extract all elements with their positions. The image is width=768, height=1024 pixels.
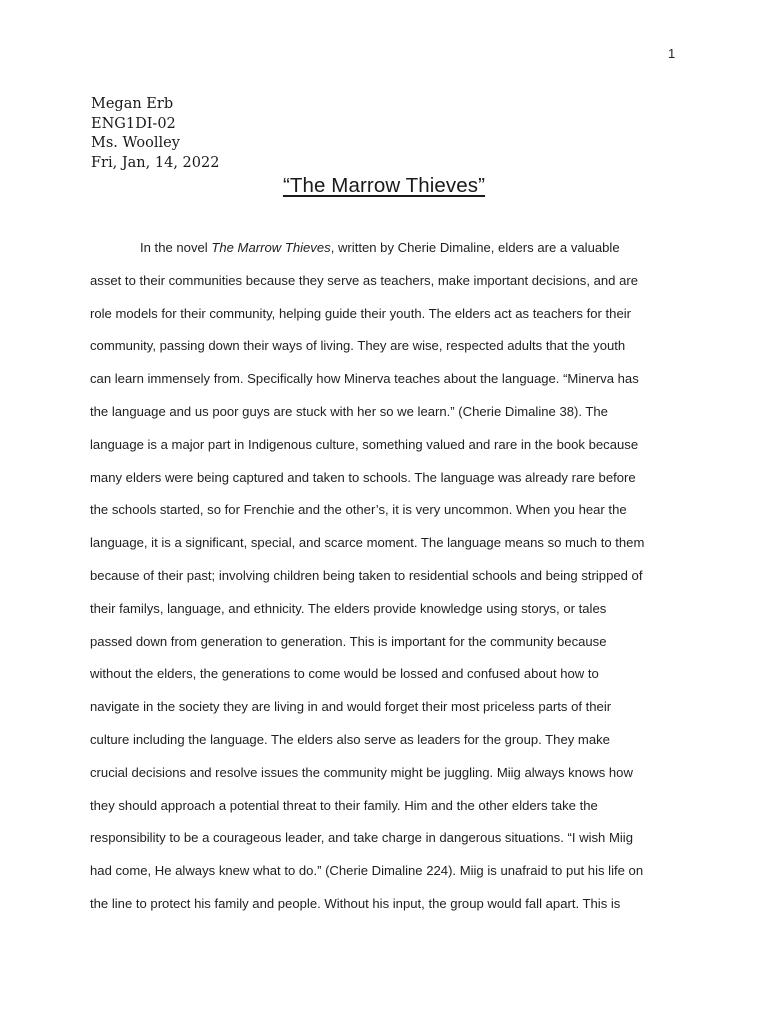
essay-line: many elders were being captured and taken to schools. The language was already rare before [90, 469, 636, 485]
essay-text: In the novel [140, 240, 212, 255]
essay-line: crucial decisions and resolve issues the community might be juggling. Miig always knows how [90, 764, 633, 780]
essay-line: because of their past; involving children being taken to residential schools and being stripped of [90, 567, 643, 583]
essay-line: responsibility to be a courageous leader, and take charge in dangerous situations. “I wish Miig [90, 830, 633, 846]
essay-line: language, it is a significant, special, and scarce moment. The language means so much to them [90, 535, 645, 551]
essay-line: they should approach a potential threat to their family. Him and the other elders take the [90, 797, 598, 813]
header-block [91, 95, 219, 173]
essay-text: , written by Cherie Dimaline, elders are a valuable [330, 240, 620, 255]
essay-line: had come, He always knew what to do.” (Cherie Dimaline 224). Miig is unafraid to put his life on [90, 863, 644, 879]
page-number: 1 [668, 46, 676, 61]
essay-line: their familys, language, and ethnicity. The elders provide knowledge using storys, or tales [90, 600, 607, 616]
essay-title: “The Marrow Thieves” [282, 174, 486, 197]
essay-line: passed down from generation to generation. This is important for the community because [90, 633, 607, 649]
essay-line: the line to protect his family and people. Without his input, the group would fall apart. This is [90, 895, 621, 911]
essay-line: the language and us poor guys are stuck with her so we learn.” (Cherie Dimaline 38). The [90, 403, 608, 419]
essay-title-container [0, 174, 768, 198]
course-code: ENG1DI-02 [91, 115, 176, 132]
essay-body [90, 236, 690, 925]
author-name: Megan Erb [91, 96, 174, 112]
essay-line [90, 236, 690, 269]
essay-line: language is a major part in Indigenous culture, something valued and rare in the book because [90, 436, 639, 452]
essay-line: community, passing down their ways of living. They are wise, respected adults that the youth [90, 338, 626, 354]
essay-line: role models for their community, helping guide their youth. The elders act as teachers for their [90, 305, 631, 321]
book-title-italic: The Marrow Thieves [211, 240, 331, 255]
essay-line: navigate in the society they are living in and would forget their most priceless parts of their [90, 699, 612, 715]
teacher-name: Ms. Woolley [91, 135, 180, 151]
essay-line: culture including the language. The elders also serve as leaders for the group. They make [90, 731, 610, 747]
essay-line: without the elders, the generations to come would be lossed and confused about how to [90, 666, 599, 682]
essay-line: the schools started, so for Frenchie and the other’s, it is very uncommon. When you hear the [90, 502, 627, 518]
essay-date: Fri, Jan, 14, 2022 [91, 154, 220, 171]
essay-line: can learn immensely from. Specifically how Minerva teaches about the language. “Minerva has [90, 371, 639, 387]
essay-line: asset to their communities because they serve as teachers, make important decisions, and are [90, 272, 639, 288]
